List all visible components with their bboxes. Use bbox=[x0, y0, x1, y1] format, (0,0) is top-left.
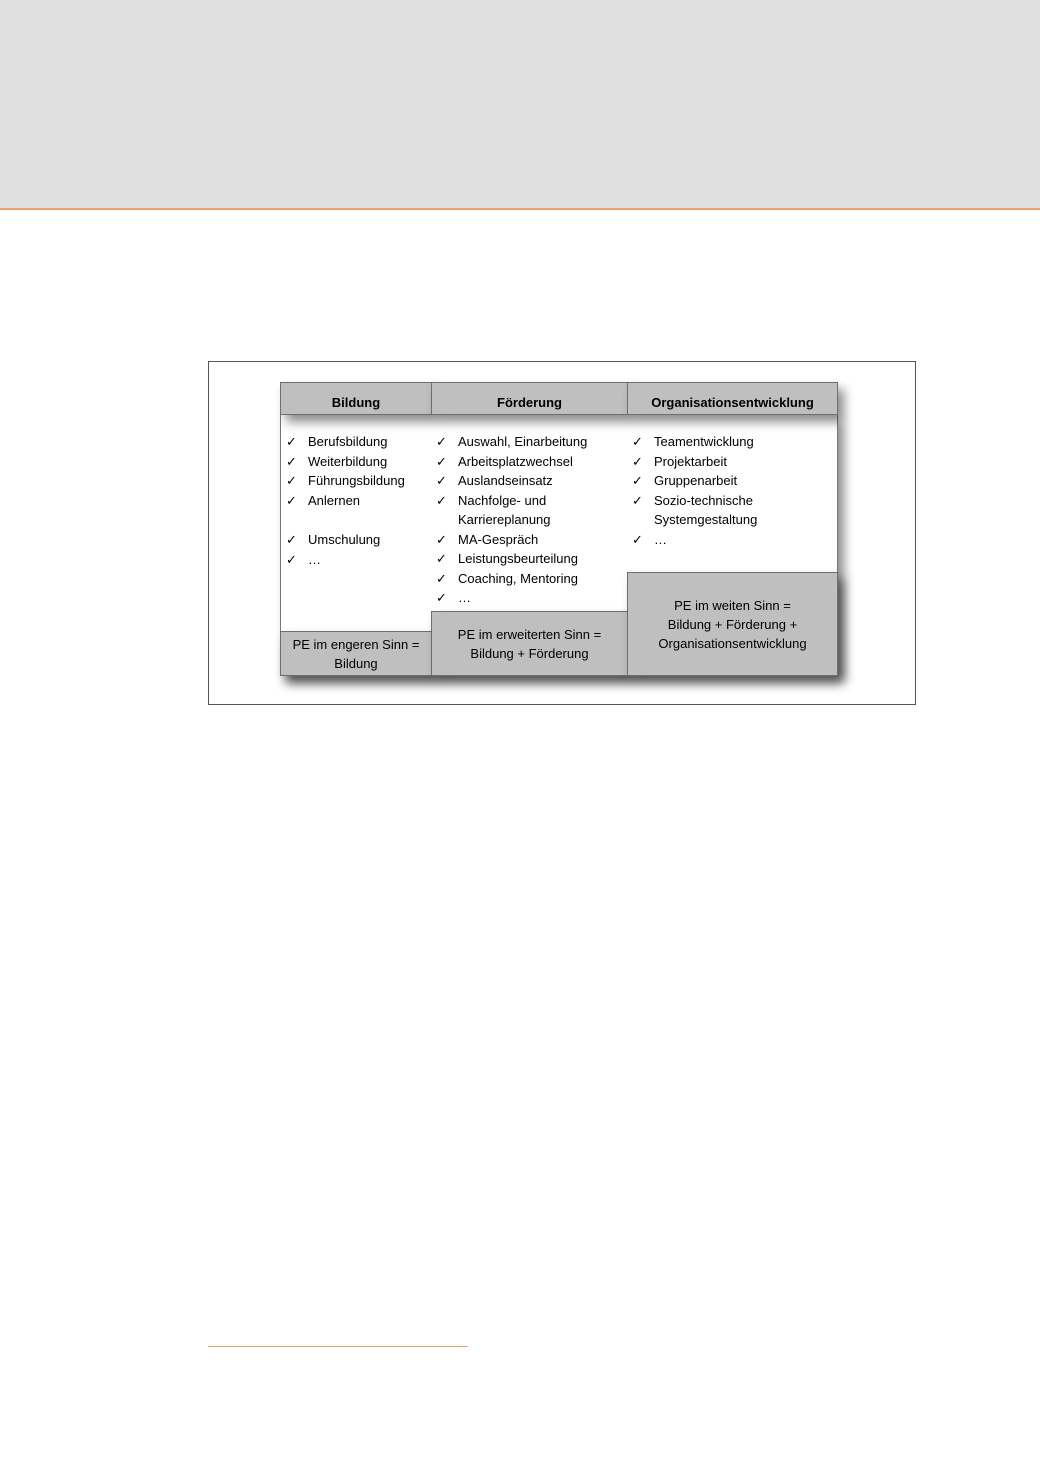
column-title: Bildung bbox=[331, 395, 381, 410]
list-item-continuation: Systemgestaltung bbox=[654, 512, 758, 527]
column-header-bildung bbox=[280, 382, 432, 415]
list-item: ✓ … bbox=[286, 550, 405, 570]
column-title: Förderung bbox=[497, 395, 562, 410]
header-band bbox=[0, 0, 1040, 208]
check-icon: ✓ bbox=[436, 531, 447, 547]
list-item: ✓ Teamentwicklung bbox=[632, 432, 757, 452]
list-item: ✓ Coaching, Mentoring bbox=[436, 569, 587, 589]
list-item: ✓ Umschulung bbox=[286, 530, 405, 550]
list-item: ✓ … bbox=[436, 588, 587, 608]
check-icon: ✓ bbox=[286, 473, 297, 488]
list-item: ✓ Gruppenarbeit bbox=[632, 471, 757, 491]
pe-diagram bbox=[280, 382, 838, 676]
footnote-rule bbox=[208, 1346, 468, 1347]
check-icon: ✓ bbox=[632, 434, 643, 449]
list-item: ✓ Leistungsbeurteilung bbox=[436, 549, 587, 569]
list-item: ✓ Projektarbeit bbox=[632, 452, 757, 472]
column-title: Organisationsentwicklung bbox=[651, 395, 814, 410]
list-item: ✓ Arbeitsplatzwechsel bbox=[436, 452, 587, 472]
list-item: ✓ … bbox=[632, 530, 757, 550]
list-item: ✓ MA-Gespräch bbox=[436, 530, 587, 550]
check-icon: ✓ bbox=[632, 492, 643, 508]
check-icon: ✓ bbox=[632, 531, 643, 547]
check-icon: ✓ bbox=[286, 551, 297, 567]
column-header-foerderung bbox=[431, 382, 628, 415]
list-bildung bbox=[286, 432, 405, 569]
list-item: ✓ Sozio-technische bbox=[632, 491, 757, 511]
list-organisationsentwicklung bbox=[632, 432, 757, 549]
list-item: ✓ Anlernen bbox=[286, 491, 405, 511]
list-item: ✓ Auslandseinsatz bbox=[436, 471, 587, 491]
list-item: ✓ Berufsbildung bbox=[286, 432, 405, 452]
check-icon: ✓ bbox=[436, 551, 447, 566]
summary-box-weiten-sinn: PE im weiten Sinn = Bildung + Förderung + Organisationsentwicklung bbox=[627, 572, 838, 676]
check-icon: ✓ bbox=[286, 532, 297, 547]
check-icon: ✓ bbox=[286, 492, 297, 508]
check-icon: ✓ bbox=[286, 434, 297, 449]
list-item-continuation: Karriereplanung bbox=[458, 512, 551, 527]
list-item: ✓ Nachfolge- und bbox=[436, 491, 587, 511]
header-rule bbox=[0, 208, 1040, 210]
check-icon: ✓ bbox=[436, 492, 447, 508]
check-icon: ✓ bbox=[436, 570, 447, 586]
list-item: ✓ Weiterbildung bbox=[286, 452, 405, 472]
check-icon: ✓ bbox=[286, 453, 297, 469]
check-icon: ✓ bbox=[436, 590, 447, 605]
summary-box-engeren-sinn: PE im engeren Sinn = Bildung bbox=[280, 631, 432, 676]
column-header-organisationsentwicklung bbox=[627, 382, 838, 415]
check-icon: ✓ bbox=[436, 434, 447, 449]
list-item: ✓ Führungsbildung bbox=[286, 471, 405, 491]
check-icon: ✓ bbox=[436, 453, 447, 469]
check-icon: ✓ bbox=[632, 473, 643, 488]
summary-box-erweiterten-sinn: PE im erweiterten Sinn = Bildung + Förderung bbox=[431, 611, 628, 676]
figure-frame bbox=[208, 361, 916, 705]
check-icon: ✓ bbox=[436, 473, 447, 488]
list-foerderung bbox=[436, 432, 587, 608]
list-item: ✓ Auswahl, Einarbeitung bbox=[436, 432, 587, 452]
check-icon: ✓ bbox=[632, 453, 643, 469]
